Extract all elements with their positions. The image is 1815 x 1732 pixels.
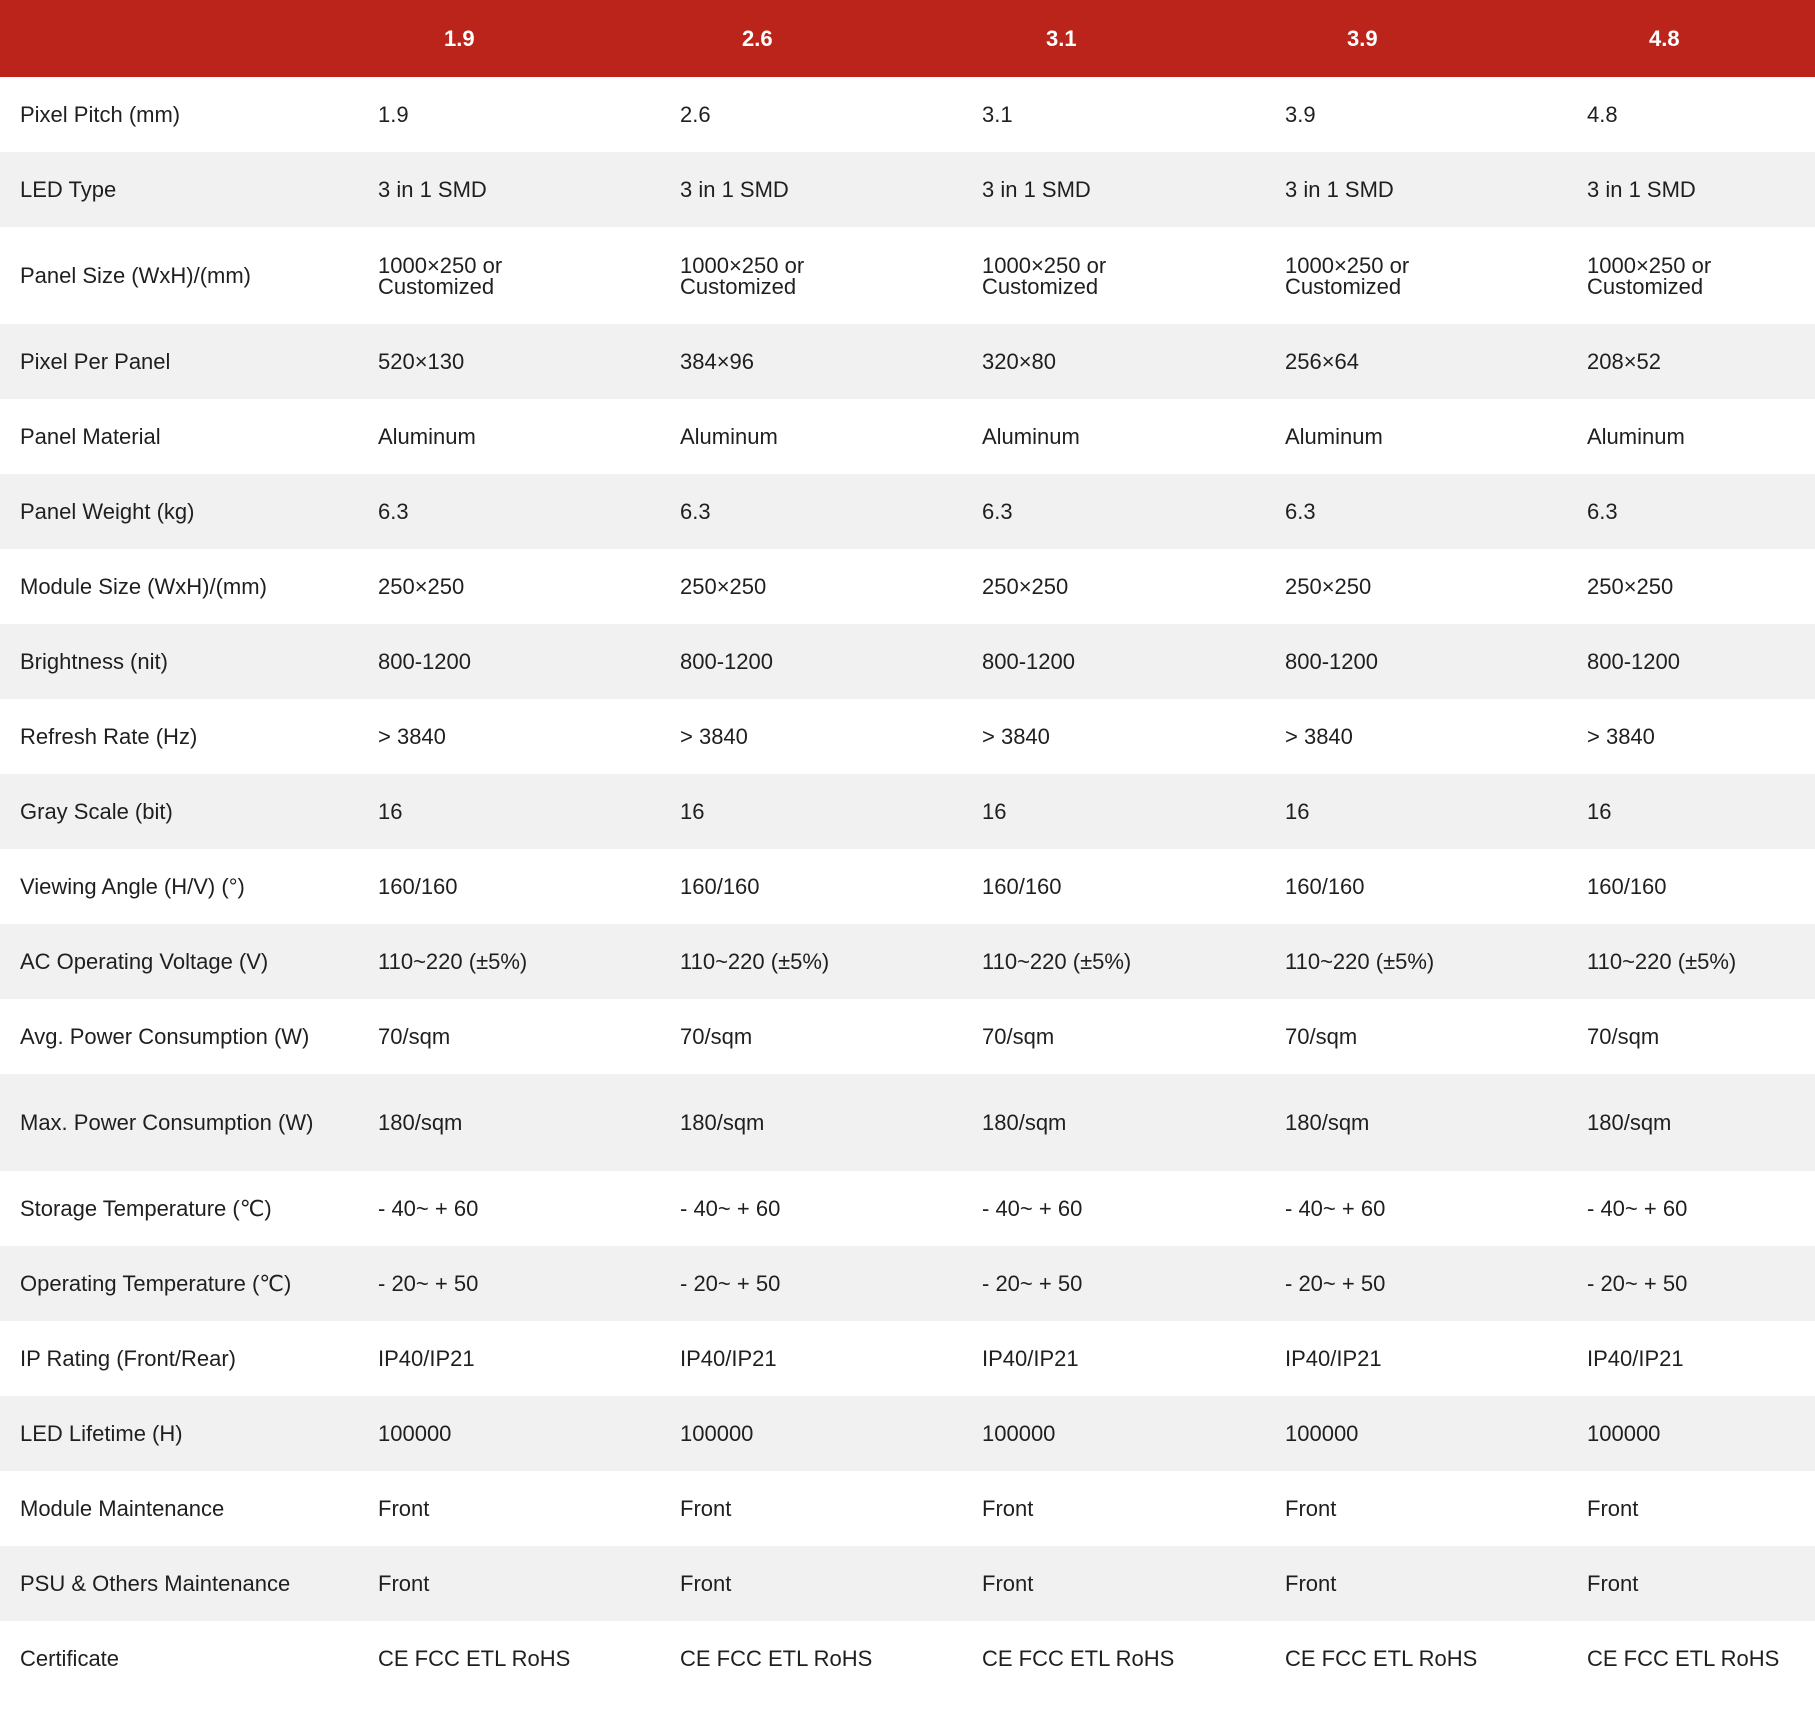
row-label: Refresh Rate (Hz)	[20, 724, 198, 749]
row-value: 180/sqm	[1587, 1110, 1672, 1135]
row-label: Brightness (nit)	[20, 649, 168, 674]
spec-table-body	[0, 77, 1815, 1696]
row-value: - 20~ + 50	[378, 1271, 479, 1296]
table-row	[0, 1396, 1815, 1471]
header-col-1-9	[358, 0, 660, 77]
table-row	[0, 549, 1815, 624]
header-col-label: 3.1	[1046, 25, 1077, 51]
row-value: - 20~ + 50	[1587, 1271, 1688, 1296]
row-value: 3 in 1 SMD	[680, 177, 789, 202]
row-value: Front	[680, 1496, 732, 1521]
row-value: 100000	[1285, 1421, 1359, 1446]
row-value: 1000×250 or Customized	[1587, 252, 1712, 299]
table-row	[0, 999, 1815, 1074]
row-value: CE FCC ETL RoHS	[982, 1646, 1175, 1671]
row-value: > 3840	[378, 724, 446, 749]
header-col-2-6	[660, 0, 962, 77]
table-row	[0, 1246, 1815, 1321]
table-row	[0, 227, 1815, 324]
row-value: 100000	[982, 1421, 1056, 1446]
row-value: 3.9	[1285, 102, 1316, 127]
row-label: Pixel Per Panel	[20, 349, 171, 374]
row-value: 250×250	[680, 574, 767, 599]
header-col-label: 3.9	[1347, 25, 1378, 51]
row-value: 160/160	[982, 874, 1062, 899]
row-label: Panel Material	[20, 424, 161, 449]
header-col-3-9	[1265, 0, 1567, 77]
row-value: 2.6	[680, 102, 711, 127]
table-row	[0, 1321, 1815, 1396]
row-value: > 3840	[680, 724, 748, 749]
table-row	[0, 1171, 1815, 1246]
row-value: CE FCC ETL RoHS	[1285, 1646, 1478, 1671]
row-value: 1.9	[378, 102, 409, 127]
row-value: 160/160	[378, 874, 458, 899]
row-value: 250×250	[982, 574, 1069, 599]
table-row	[0, 1074, 1815, 1171]
table-row	[0, 474, 1815, 549]
table-row	[0, 924, 1815, 999]
row-value: > 3840	[1587, 724, 1655, 749]
row-label: PSU & Others Maintenance	[20, 1571, 291, 1596]
header-col-4-8	[1567, 0, 1815, 77]
row-value: CE FCC ETL RoHS	[680, 1646, 873, 1671]
row-value: Front	[378, 1571, 430, 1596]
header-col-label: 4.8	[1649, 25, 1680, 51]
row-value: - 40~ + 60	[680, 1196, 781, 1221]
row-value: 800-1200	[1587, 649, 1680, 674]
header-row	[0, 0, 1815, 77]
row-value: 1000×250 or Customized	[982, 252, 1107, 299]
row-value: CE FCC ETL RoHS	[378, 1646, 571, 1671]
table-row	[0, 774, 1815, 849]
table-row	[0, 624, 1815, 699]
row-value: 4.8	[1587, 102, 1618, 127]
row-value: 110~220 (±5%)	[982, 949, 1132, 974]
row-value: 70/sqm	[1285, 1024, 1358, 1049]
row-value: 6.3	[1285, 499, 1316, 524]
row-value: IP40/IP21	[1587, 1346, 1684, 1371]
row-value: > 3840	[982, 724, 1050, 749]
row-value: 100000	[378, 1421, 452, 1446]
row-value: 16	[1285, 799, 1310, 824]
table-row	[0, 1621, 1815, 1696]
row-value: Aluminum	[1285, 424, 1383, 449]
row-value: CE FCC ETL RoHS	[1587, 1646, 1780, 1671]
row-value: IP40/IP21	[982, 1346, 1079, 1371]
row-label: Panel Size (WxH)/(mm)	[20, 263, 252, 288]
row-value: Front	[982, 1496, 1034, 1521]
row-value: 3 in 1 SMD	[982, 177, 1091, 202]
row-label: Avg. Power Consumption (W)	[20, 1024, 310, 1049]
row-value: 100000	[680, 1421, 754, 1446]
spec-table-header	[0, 0, 1815, 77]
row-label: Panel Weight (kg)	[20, 499, 195, 524]
table-row	[0, 1471, 1815, 1546]
row-value: 208×52	[1587, 349, 1662, 374]
row-value: IP40/IP21	[378, 1346, 475, 1371]
row-label: Module Maintenance	[20, 1496, 225, 1521]
row-label: Viewing Angle (H/V) (°)	[20, 874, 245, 899]
row-label: Certificate	[20, 1646, 120, 1671]
row-value: > 3840	[1285, 724, 1353, 749]
row-value: 250×250	[1587, 574, 1674, 599]
row-value: 180/sqm	[680, 1110, 765, 1135]
row-value: Front	[1285, 1571, 1337, 1596]
row-value: 1000×250 or Customized	[378, 252, 503, 299]
row-value: 70/sqm	[680, 1024, 753, 1049]
table-row	[0, 699, 1815, 774]
row-value: Aluminum	[1587, 424, 1685, 449]
row-value: Aluminum	[378, 424, 476, 449]
row-value: 110~220 (±5%)	[1587, 949, 1737, 974]
row-label: Module Size (WxH)/(mm)	[20, 574, 267, 599]
row-value: 800-1200	[982, 649, 1075, 674]
row-value: 100000	[1587, 1421, 1661, 1446]
row-value: 3 in 1 SMD	[1285, 177, 1394, 202]
row-value: - 40~ + 60	[982, 1196, 1083, 1221]
row-value: IP40/IP21	[1285, 1346, 1382, 1371]
row-value: 800-1200	[378, 649, 471, 674]
row-value: 3 in 1 SMD	[1587, 177, 1696, 202]
table-row	[0, 152, 1815, 227]
row-value: 160/160	[680, 874, 760, 899]
row-value: - 40~ + 60	[1587, 1196, 1688, 1221]
row-value: 180/sqm	[378, 1110, 463, 1135]
table-row	[0, 77, 1815, 152]
header-col-3-1	[962, 0, 1265, 77]
row-value: 16	[680, 799, 705, 824]
row-value: 180/sqm	[1285, 1110, 1370, 1135]
row-label: Pixel Pitch (mm)	[20, 102, 181, 127]
row-value: 3.1	[982, 102, 1013, 127]
row-value: 70/sqm	[1587, 1024, 1660, 1049]
row-value: Front	[1285, 1496, 1337, 1521]
row-value: Aluminum	[982, 424, 1080, 449]
row-value: - 40~ + 60	[1285, 1196, 1386, 1221]
row-value: 110~220 (±5%)	[378, 949, 528, 974]
row-value: 70/sqm	[378, 1024, 451, 1049]
row-value: 160/160	[1285, 874, 1365, 899]
header-label-cell	[0, 0, 358, 77]
row-value: 320×80	[982, 349, 1057, 374]
row-value: 800-1200	[1285, 649, 1378, 674]
row-label: Operating Temperature (℃)	[20, 1271, 292, 1296]
row-value: 520×130	[378, 349, 465, 374]
header-col-label: 2.6	[742, 25, 773, 51]
row-value: Front	[1587, 1571, 1639, 1596]
row-value: 1000×250 or Customized	[680, 252, 805, 299]
row-label: Max. Power Consumption (W)	[20, 1110, 314, 1135]
row-value: 70/sqm	[982, 1024, 1055, 1049]
table-row	[0, 399, 1815, 474]
row-value: 6.3	[378, 499, 409, 524]
row-value: 3 in 1 SMD	[378, 177, 487, 202]
table-row	[0, 1546, 1815, 1621]
row-value: Front	[982, 1571, 1034, 1596]
row-label: IP Rating (Front/Rear)	[20, 1346, 237, 1371]
row-value: 250×250	[1285, 574, 1372, 599]
row-value: 250×250	[378, 574, 465, 599]
row-value: 6.3	[1587, 499, 1618, 524]
row-value: 384×96	[680, 349, 755, 374]
row-label: Gray Scale (bit)	[20, 799, 173, 824]
table-row	[0, 849, 1815, 924]
row-value: 16	[1587, 799, 1612, 824]
table-row	[0, 324, 1815, 399]
row-value: Front	[378, 1496, 430, 1521]
row-value: - 40~ + 60	[378, 1196, 479, 1221]
row-value: Aluminum	[680, 424, 778, 449]
row-label: LED Type	[20, 177, 117, 202]
row-value: 6.3	[982, 499, 1013, 524]
header-col-label: 1.9	[444, 25, 475, 51]
row-value: Front	[1587, 1496, 1639, 1521]
row-value: 800-1200	[680, 649, 773, 674]
row-value: Front	[680, 1571, 732, 1596]
row-value: 160/160	[1587, 874, 1667, 899]
row-value: 110~220 (±5%)	[680, 949, 830, 974]
row-value: - 20~ + 50	[1285, 1271, 1386, 1296]
row-value: 6.3	[680, 499, 711, 524]
row-value: 110~220 (±5%)	[1285, 949, 1435, 974]
row-value: IP40/IP21	[680, 1346, 777, 1371]
row-value: 16	[378, 799, 403, 824]
row-value: - 20~ + 50	[680, 1271, 781, 1296]
row-value: 1000×250 or Customized	[1285, 252, 1410, 299]
row-value: 180/sqm	[982, 1110, 1067, 1135]
row-value: 16	[982, 799, 1007, 824]
row-value: - 20~ + 50	[982, 1271, 1083, 1296]
row-label: AC Operating Voltage (V)	[20, 949, 269, 974]
row-value: 256×64	[1285, 349, 1360, 374]
row-label: LED Lifetime (H)	[20, 1421, 183, 1446]
row-label: Storage Temperature (℃)	[20, 1196, 272, 1221]
